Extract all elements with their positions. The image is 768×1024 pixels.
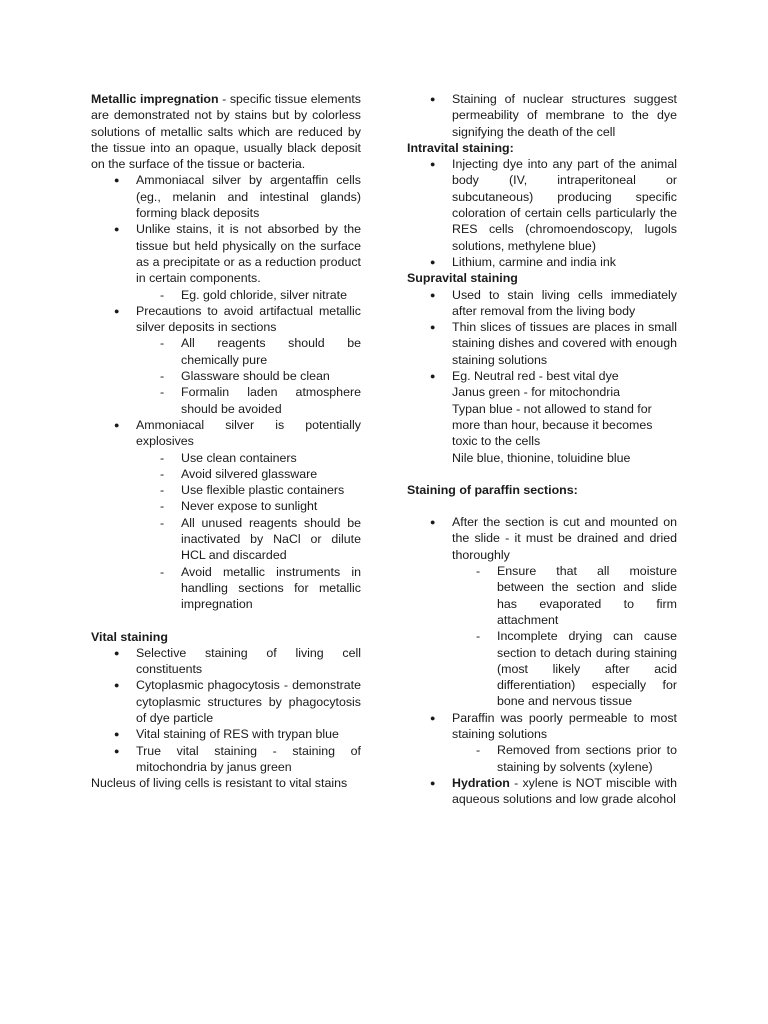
supravital-heading: Supravital staining [407, 271, 518, 286]
list-item: ● Unlike stains, it is not absorbed by the tissue but held physically on the surface as a precipitate or as a reduction product in certain components. - Eg. gold chloride, silver nitrate [91, 221, 361, 302]
eg-line: Nile blue, thionine, toluidine blue [452, 450, 631, 465]
sub-list-item: - All reagents should be chemically pure [136, 335, 361, 368]
supravital-list [407, 287, 677, 466]
sub-list-item: - Never expose to sunlight [136, 498, 361, 514]
list-item: ● Ammoniacal silver by argentaffin cells (eg., melanin and intestinal glands) forming black deposits [91, 172, 361, 221]
sub-list-item: - Use clean containers [136, 450, 361, 466]
list-item: ● Staining of nuclear structures suggest permeability of membrane to the dye signifying the death of the cell [407, 91, 677, 140]
sub-list-item: - Use flexible plastic containers [136, 482, 361, 498]
sub-list-item: - Removed from sections prior to staining by solvents (xylene) [452, 742, 677, 775]
intravital-list [407, 156, 677, 270]
sub-list-item: - Incomplete drying can cause section to detach during staining (most likely after acid differentiation) especially for bone and nervous tissue [452, 628, 677, 709]
vital-note: Nucleus of living cells is resistant to vital stains [91, 776, 348, 791]
sub-list-item: - Ensure that all moisture between the section and slide has evaporated to firm attachment [452, 563, 677, 628]
list-item: ● Ammoniacal silver is potentially explosives - Use clean containers - Avoid silvered glassware - Use flexible plastic containers - Never expose to sunlight - All unused reagents should be inactivated by NaCl or dilute HCL and discarded - Avoid metallic instruments in handling sections for metallic impregnation [91, 417, 361, 613]
paraffin-heading: Staining of paraffin sections: [407, 482, 578, 497]
sub-list-item: - Glassware should be clean [136, 368, 361, 384]
sub-list-item: - Avoid metallic instruments in handling sections for metallic impregnation [136, 564, 361, 613]
metallic-list [91, 172, 361, 612]
sub-list-item: - All unused reagents should be inactivated by NaCl or dilute HCL and discarded [136, 515, 361, 564]
sub-list [136, 335, 361, 416]
paraffin-list [407, 514, 677, 807]
list-item: ● Selective staining of living cell constituents [91, 645, 361, 678]
sub-list [452, 563, 677, 710]
list-item [407, 368, 677, 466]
eg-line: Janus green - for mitochondria [452, 385, 621, 400]
sub-list-item: - Avoid silvered glassware [136, 466, 361, 482]
eg-line: ● Eg. Neutral red - best vital dye [452, 369, 619, 384]
list-item: ● Precautions to avoid artifactual metallic silver deposits in sections - All reagents should be chemically pure - Glassware should be clean - Formalin laden atmosphere should be avoided [91, 303, 361, 417]
continued-list [407, 91, 677, 140]
list-item: ● Vital staining of RES with trypan blue [91, 726, 361, 742]
list-item: ● True vital staining - staining of mitochondria by janus green [91, 743, 361, 776]
list-item: ● Paraffin was poorly permeable to most staining solutions - Removed from sections prior to staining by solvents (xylene) [407, 710, 677, 775]
right-column [407, 91, 677, 807]
sub-list [452, 742, 677, 775]
sub-list [136, 287, 361, 303]
list-item: ● Hydration - xylene is NOT miscible with aqueous solutions and low grade alcohol [407, 775, 677, 808]
list-item: ● Thin slices of tissues are places in small staining dishes and covered with enough staining solutions [407, 319, 677, 368]
list-item: ● Lithium, carmine and india ink [407, 254, 677, 270]
sub-list [136, 450, 361, 613]
metallic-intro-text: - specific tissue elements are demonstrated not by stains but by colorless solutions of metallic salts which are reduced by the tissue into an opaque, usually black deposit on the surface of the tissue or bacteria. [91, 92, 362, 172]
vital-heading: Vital staining [91, 629, 168, 644]
vital-list [91, 645, 361, 775]
metallic-heading: Metallic impregnation [91, 92, 219, 106]
hydration-term: Hydration [452, 775, 510, 790]
eg-line: Typan blue - not allowed to stand for more than hour, because it becomes toxic to the cells [452, 401, 653, 449]
list-item: ● Cytoplasmic phagocytosis - demonstrate cytoplasmic structures by phagocytosis of dye particle [91, 677, 361, 726]
intravital-heading: Intravital staining: [407, 140, 514, 155]
list-item: ● After the section is cut and mounted on the slide - it must be drained and dried thoroughly - Ensure that all moisture between the section and slide has evaporated to firm attachment - Incomplete drying can cause section to detach during staining (most likely after acid differentiation) especially for bone and nervous tissue [407, 514, 677, 710]
sub-list-item: - Eg. gold chloride, silver nitrate [136, 287, 361, 303]
list-item: ● Used to stain living cells immediately after removal from the living body [407, 287, 677, 320]
left-column [91, 91, 361, 791]
list-item: ● Injecting dye into any part of the animal body (IV, intraperitoneal or subcutaneous) producing specific coloration of certain cells particularly the RES cells (chromoendoscopy, lugols solutions, methylene blue) [407, 156, 677, 254]
sub-list-item: - Formalin laden atmosphere should be avoided [136, 384, 361, 417]
metallic-intro [91, 91, 361, 172]
